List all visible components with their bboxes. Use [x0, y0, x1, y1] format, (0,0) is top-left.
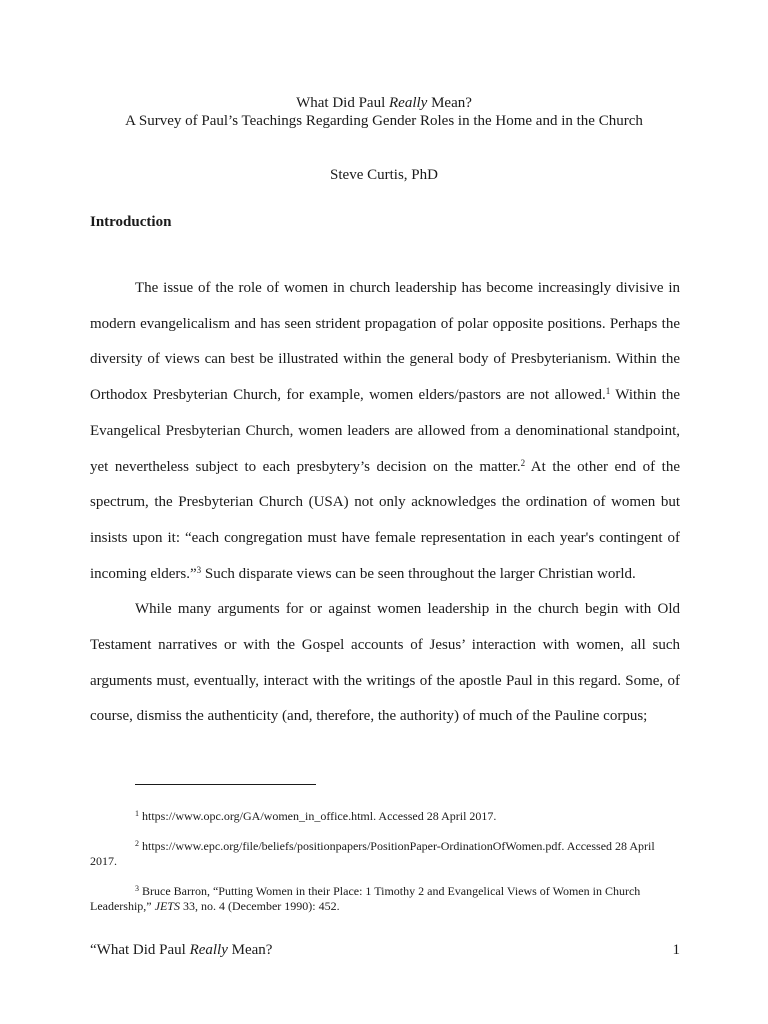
document-subtitle: A Survey of Paul’s Teachings Regarding Gender Roles in the Home and in the Church [125, 113, 643, 129]
title-emphasis: Really [389, 95, 428, 111]
page-number: 1 [672, 942, 680, 958]
footnote-3: $^3$ Bruce Barron, “Putting Women in their Place: 1 Timothy 2 and Evangelical Views of Women in Church Leadership,” JETS 33, no. 4 (December 1990): 452. [90, 884, 641, 913]
title-text: What Did Paul [296, 95, 389, 111]
footnote-1: $^1$ https://www.opc.org/GA/women_in_office.html. Accessed 28 April 2017. [135, 809, 497, 823]
footnote-2: $^2$ https://www.epc.org/file/beliefs/positionpapers/PositionPaper-OrdinationOfWomen.pdf. Accessed 28 April 2017. [90, 839, 655, 868]
journal-name: JETS [154, 899, 180, 913]
document-title [0, 93, 768, 113]
author-name: Steve Curtis, PhD [330, 167, 438, 183]
paragraph-1: The issue of the role of women in church leadership has become increasingly divisive in modern evangelicalism and has seen strident propagation of polar opposite positions. Perhaps the diversity of views can best be illustrated within the general body of Presbyterianism. Within the Orthodox Presbyterian Church, for example, women elders/pastors are not allowed.$^1$ Within the Evangelical Presbyterian Church, women leaders are allowed from a denominational standpoint, yet nevertheless subject to each presbytery’s decision on the matter.$^2$ At the other end of the spectrum, the Presbyterian Church (USA) not only acknowledges the ordination of women but insists upon it: “each congregation must have female representation in each year's contingent of incoming elders.”$^3$ Such disparate views can be seen throughout the larger Christian world. [90, 280, 681, 582]
title-text-end: Mean? [427, 95, 472, 111]
footnote-ref-3[interactable]: 3 [196, 564, 202, 575]
footnote-ref-2[interactable]: 2 [520, 457, 526, 468]
footnote-ref-1[interactable]: 1 [605, 386, 611, 397]
running-footer: “What Did Paul Really Mean? [90, 942, 273, 958]
section-heading: Introduction [90, 214, 172, 230]
paragraph-2: While many arguments for or against women leadership in the church begin with Old Testament narratives or with the Gospel accounts of Jesus’ interaction with women, all such arguments must, eventually, interact with the writings of the apostle Paul in this regard. Some, of course, dismiss the authenticity (and, therefore, the authority) of much of the Pauline corpus; [90, 601, 680, 725]
body-text [90, 271, 680, 735]
footnote-separator [135, 784, 316, 785]
